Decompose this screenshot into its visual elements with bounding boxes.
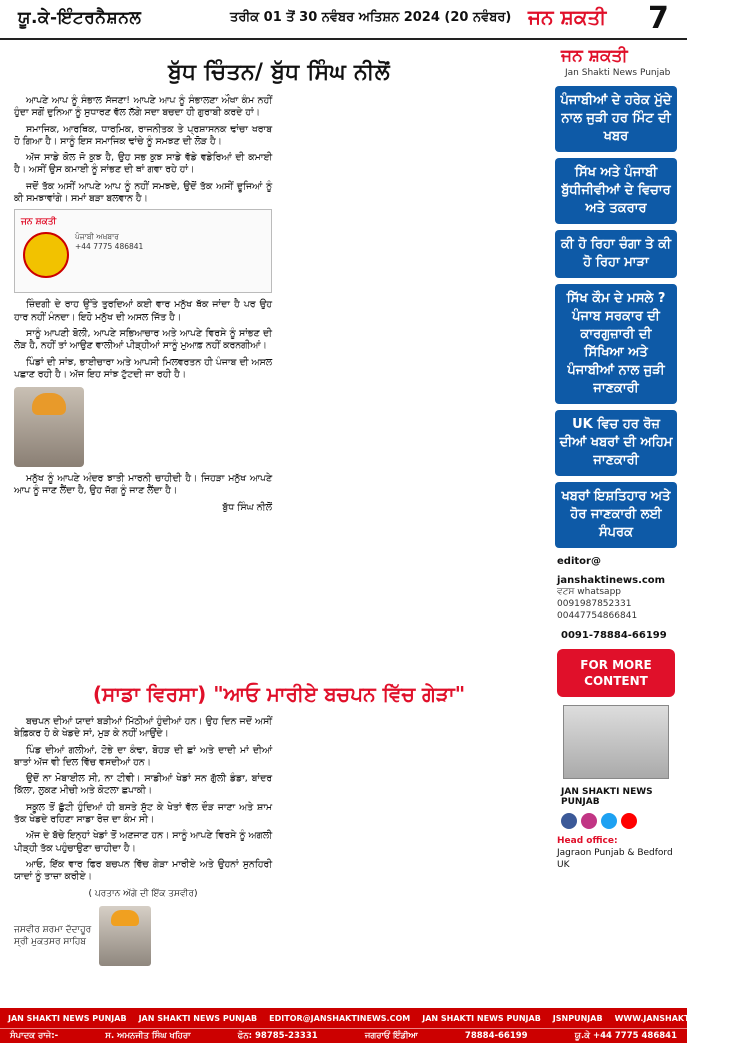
- page-footer: [0, 1008, 743, 1043]
- social-strip: [0, 1008, 743, 1029]
- whatsapp-label: ਵਟਸ whatsapp: [557, 587, 621, 597]
- page-header: [0, 0, 687, 40]
- paragraph: ਪਿੰਡਾਂ ਦੀ ਸਾਂਝ, ਭਾਈਚਾਰਾ ਅਤੇ ਆਪਸੀ ਮਿਲਵਰਤਨ ਹੀ ਪੰਜਾਬ ਦੀ ਅਸਲ ਪਛਾਣ ਰਹੀ ਹੈ। ਅੱਜ ਇਹ ਸਾਂਝ ਟੁੱਟਦੀ ਜਾ ਰਹੀ ਹੈ।: [14, 356, 272, 380]
- issue-date: ਤਰੀਕ 01 ਤੋਂ 30 ਨਵੰਬਰ ਅਤਿਸ਼ਨ 2024 (20 ਨਵੰਬਰ): [230, 10, 512, 25]
- paragraph: ਅੱਜ ਸਾਡੇ ਕੋਲ ਜੋ ਕੁਝ ਹੈ, ਉਹ ਸਭ ਕੁਝ ਸਾਡੇ ਵੱਡੇ ਵਡੇਰਿਆਂ ਦੀ ਕਮਾਈ ਹੈ। ਅਸੀਂ ਉਸ ਕਮਾਈ ਨੂੰ ਸਾਂਭਣ ਦੀ ਥਾਂ ਗਵਾ ਰਹੇ ਹਾਂ।: [14, 152, 272, 176]
- sidebar-block: ਖਬਰਾਂ ਇਸ਼ਤਿਹਾਰ ਅਤੇ ਹੋਰ ਜਾਣਕਾਰੀ ਲਈ ਸੰਪਰਕ: [555, 482, 677, 548]
- publisher-name: ਸ. ਅਮਨਜੀਤ ਸਿੰਘ ਖਹਿਰਾ: [105, 1031, 191, 1041]
- paragraph: ਆਪਣੇ ਆਪ ਨੂੰ ਸੰਭਾਲ ਸੱਜਣਾ! ਆਪਣੇ ਆਪ ਨੂੰ ਸੰਭਾਲਣਾ ਔਖਾ ਕੰਮ ਨਹੀਂ ਹੁੰਦਾ ਸਗੋਂ ਦੁਨਿਆ ਨੂੰ ਸੁਧਾਰਣ ਵੱਲ ਲੱਗੇ ਸਦਾ ਬਚਦਾ ਹੀ ਗੁਰਾਬੀ ਕਰਦੇ ਹਾਂ।: [14, 95, 272, 119]
- article-sada-virsa: [14, 676, 544, 1006]
- youtube-link[interactable]: JAN SHAKTI NEWS PUNJAB: [422, 1013, 541, 1023]
- paragraph: ਸਕੂਲ ਤੋਂ ਛੁੱਟੀ ਹੁੰਦਿਆਂ ਹੀ ਬਸਤੇ ਸੁੱਟ ਕੇ ਖੇਤਾਂ ਵੱਲ ਦੌੜ ਜਾਣਾ ਅਤੇ ਸ਼ਾਮ ਤੱਕ ਖੇਡਦੇ ਰਹਿਣਾ ਸਾਡਾ ਰੋਜ਼ ਦਾ ਕੰਮ ਸੀ।: [14, 801, 272, 826]
- head-office: Head office: Jagraon Punjab & Bedford UK: [557, 836, 673, 870]
- sidebar-block: ਪੰਜਾਬੀਆਂ ਦੇ ਹਰੇਕ ਮੁੱਦੇ ਨਾਲ ਜੁੜੀ ਹਰ ਮਿੰਟ ਦੀ ਖਬਰ: [555, 86, 677, 152]
- website-link[interactable]: WWW.JANSHAKTINEWS.COM: [614, 1013, 743, 1023]
- sidebar-block: UK ਵਿਚ ਹਰ ਰੋਜ਼ ਦੀਆਂ ਖਬਰਾਂ ਦੀ ਅਹਿਮ ਜਾਣਕਾਰੀ: [555, 410, 677, 476]
- phone-india: ਫੋਨ: 98785-23331: [237, 1031, 318, 1041]
- website-thumbnail[interactable]: [563, 705, 669, 779]
- phone-india-2: 78884-66199: [464, 1031, 528, 1041]
- ad-logo-icon: [23, 232, 69, 278]
- phone-uk: ਯੂ.ਕੇ +44 7775 486841: [574, 1031, 677, 1041]
- newspaper-logo: ਜਨ ਸ਼ਕਤੀ: [528, 5, 607, 29]
- twitter-icon[interactable]: [601, 813, 617, 829]
- phone-number[interactable]: 0091-78884-66199: [561, 630, 667, 641]
- article-title: (ਸਾਡਾ ਵਿਰਸਾ) "ਆਓ ਮਾਰੀਏ ਬਚਪਨ ਵਿੱਚ ਗੇੜਾ": [92, 682, 466, 706]
- author-photo: [99, 906, 151, 966]
- paragraph: ਪਿੰਡ ਦੀਆਂ ਗਲੀਆਂ, ਟੋਭੇ ਦਾ ਕੰਢਾ, ਬੋਹੜ ਦੀ ਛਾਂ ਅਤੇ ਦਾਦੀ ਮਾਂ ਦੀਆਂ ਬਾਤਾਂ ਅੱਜ ਵੀ ਦਿਲ ਵਿੱਚ ਵਸਦੀਆਂ ਹਨ।: [14, 744, 272, 768]
- paragraph: ਉਦੋਂ ਨਾ ਮੋਬਾਈਲ ਸੀ, ਨਾ ਟੀਵੀ। ਸਾਡੀਆਂ ਖੇਡਾਂ ਸਨ ਗੁੱਲੀ ਡੰਡਾ, ਬਾਂਦਰ ਕਿੱਲਾ, ਲੁਕਣ ਮੀਚੀ ਅਤੇ ਕੋਟਲਾ ਛਪਾਕੀ।: [14, 773, 272, 797]
- whatsapp-number[interactable]: 0091987852331: [557, 599, 632, 609]
- author-signature: ਬੁੱਧ ਸਿੰਘ ਨੀਲੋਂ: [222, 501, 272, 513]
- paragraph: ਮਨੁੱਖ ਨੂੰ ਆਪਣੇ ਅੰਦਰ ਝਾਤੀ ਮਾਰਨੀ ਚਾਹੀਦੀ ਹੈ। ਜਿਹੜਾ ਮਨੁੱਖ ਆਪਣੇ ਆਪ ਨੂੰ ਜਾਣ ਲੈਂਦਾ ਹੈ, ਉਹ ਜੱਗ ਨੂੰ ਜਾਣ ਲੈਂਦਾ ਹੈ।: [14, 473, 272, 497]
- author-location: ਸ੍ਰੀ ਮੁਕਤਸਰ ਸਾਹਿਬ: [14, 936, 87, 947]
- instagram-icon[interactable]: [581, 813, 597, 829]
- paragraph: ਸਮਾਜਿਕ, ਆਰਥਿਕ, ਧਾਰਮਿਕ, ਰਾਜਨੀਤਕ ਤੇ ਪ੍ਰਸ਼ਾਸਨਕ ਢਾਂਚਾ ਖਰਾਬ ਹੋ ਗਿਆ ਹੈ। ਸਾਨੂੰ ਇਸ ਸਮਾਜਿਕ ਢਾਂਚੇ ਨੂੰ ਸਮਝਣ ਦੀ ਲੋੜ ਹੈ।: [14, 123, 272, 147]
- email-link[interactable]: janshaktinews.com: [557, 575, 666, 586]
- paragraph: ਆਓ, ਇੱਕ ਵਾਰ ਫਿਰ ਬਚਪਨ ਵਿੱਚ ਗੇੜਾ ਮਾਰੀਏ ਅਤੇ ਉਹਨਾਂ ਸੁਨਹਿਰੀ ਯਾਦਾਂ ਨੂੰ ਤਾਜ਼ਾ ਕਰੀਏ।: [14, 858, 272, 883]
- advertisement-box[interactable]: [14, 209, 272, 293]
- ad-line: ਪੰਜਾਬੀ ਅਖ਼ਬਾਰ: [75, 232, 119, 242]
- email-label: editor@: [557, 556, 601, 567]
- article-title: ਬੁੱਧ ਚਿੰਤਨ/ ਬੁੱਧ ਸਿੰਘ ਨੀਲੋਂ: [168, 60, 390, 85]
- author-photo: [14, 387, 84, 467]
- contact-strip: [0, 1029, 687, 1043]
- sidebar-block: ਕੀ ਹੋ ਰਿਹਾ ਚੰਗਾ ਤੇ ਕੀ ਹੋ ਰਿਹਾ ਮਾੜਾ: [555, 230, 677, 278]
- article-budh-chintan: [14, 44, 544, 668]
- author-signature: [14, 906, 272, 966]
- twitter-link[interactable]: JSNPUNJAB: [552, 1013, 603, 1023]
- sidebar-subtitle: Jan Shakti News Punjab: [565, 68, 671, 78]
- author-photo-block: [14, 387, 272, 467]
- paragraph: ਜ਼ਿੰਦਗੀ ਦੇ ਰਾਹ ਉੱਤੇ ਤੁਰਦਿਆਂ ਕਈ ਵਾਰ ਮਨੁੱਖ ਥੱਕ ਜਾਂਦਾ ਹੈ ਪਰ ਉਹ ਹਾਰ ਨਹੀਂ ਮੰਨਦਾ। ਇਹੋ ਮਨੁੱਖ ਦੀ ਅਸਲ ਜਿੱਤ ਹੈ।: [14, 299, 272, 323]
- paragraph: ਬਚਪਨ ਦੀਆਂ ਯਾਦਾਂ ਬੜੀਆਂ ਮਿੱਠੀਆਂ ਹੁੰਦੀਆਂ ਹਨ। ਉਹ ਦਿਨ ਜਦੋਂ ਅਸੀਂ ਬੇਫ਼ਿਕਰ ਹੋ ਕੇ ਖੇਡਦੇ ਸਾਂ, ਮੁੜ ਕੇ ਨਹੀਂ ਆਉਂਦੇ।: [14, 716, 272, 740]
- paragraph: ਅੱਜ ਦੇ ਬੱਚੇ ਇਨ੍ਹਾਂ ਖੇਡਾਂ ਤੋਂ ਅਣਜਾਣ ਹਨ। ਸਾਨੂੰ ਆਪਣੇ ਵਿਰਸੇ ਨੂੰ ਅਗਲੀ ਪੀੜ੍ਹੀ ਤੱਕ ਪਹੁੰਚਾਉਣਾ ਚਾਹੀਦਾ ਹੈ।: [14, 830, 272, 854]
- facebook-icon[interactable]: [561, 813, 577, 829]
- ad-title: ਜਨ ਸ਼ਕਤੀ: [21, 217, 57, 228]
- article-body: [14, 716, 544, 1002]
- follow-label: JAN SHAKTI NEWS PUNJAB: [561, 787, 653, 807]
- ad-phone: +44 7775 486841: [75, 242, 144, 252]
- social-icons: [561, 813, 671, 829]
- sidebar: [553, 44, 679, 1004]
- facebook-link[interactable]: JAN SHAKTI NEWS PUNJAB: [8, 1013, 127, 1023]
- more-content-button[interactable]: FOR MORE CONTENT: [557, 649, 675, 697]
- paragraph: ਸਾਨੂੰ ਆਪਣੀ ਬੋਲੀ, ਆਪਣੇ ਸਭਿਆਚਾਰ ਅਤੇ ਆਪਣੇ ਵਿਰਸੇ ਨੂੰ ਸਾਂਭਣ ਦੀ ਲੋੜ ਹੈ, ਨਹੀਂ ਤਾਂ ਆਉਣ ਵਾਲੀਆਂ ਪੀੜ੍ਹੀਆਂ ਸਾਨੂੰ ਮੁਆਫ਼ ਨਹੀਂ ਕਰਨਗੀਆਂ।: [14, 327, 272, 352]
- editor-label: ਸੰਪਾਦਕ ਰਾਜੇ:-: [10, 1031, 59, 1041]
- article-body: [14, 95, 544, 655]
- sidebar-block: ਸਿੱਖ ਕੌਮ ਦੇ ਮਸਲੇ ? ਪੰਜਾਬ ਸਰਕਾਰ ਦੀ ਕਾਰਗੁਜ਼ਾਰੀ ਦੀ ਸਿੱਖਿਆ ਅਤੇ ਪੰਜਾਬੀਆਂ ਨਾਲ ਜੁੜੀ ਜਾਣਕਾਰੀ: [555, 284, 677, 404]
- sidebar-block: ਸਿੱਖ ਅਤੇ ਪੰਜਾਬੀ ਬੁੱਧੀਜੀਵੀਆਂ ਦੇ ਵਿਚਾਰ ਅਤੇ ਤਕਰਾਰ: [555, 158, 677, 224]
- section-title: ਯੂ.ਕੇ-ਇੰਟਰਨੈਸ਼ਨਲ: [18, 8, 142, 28]
- author-name: ਜਸਵੀਰ ਸ਼ਰਮਾ ਦੱਦਾਹੂਰ: [14, 924, 92, 935]
- paragraph: ਜਦੋਂ ਤੱਕ ਅਸੀਂ ਆਪਣੇ ਆਪ ਨੂੰ ਨਹੀਂ ਸਮਝਦੇ, ਉਦੋਂ ਤੱਕ ਅਸੀਂ ਦੂਜਿਆਂ ਨੂੰ ਕੀ ਸਮਝਾਵਾਂਗੇ। ਸਮਾਂ ਬੜਾ ਬਲਵਾਨ ਹੈ।: [14, 180, 272, 205]
- email-link[interactable]: EDITOR@JANSHAKTINEWS.COM: [269, 1013, 411, 1023]
- whatsapp-number[interactable]: 00447754866841: [557, 611, 638, 621]
- location: ਜਗਰਾਓਂ ਇੰਡੀਆ: [364, 1031, 418, 1041]
- youtube-icon[interactable]: [621, 813, 637, 829]
- sidebar-logo: ਜਨ ਸ਼ਕਤੀ: [561, 46, 628, 66]
- instagram-link[interactable]: JAN SHAKTI NEWS PUNJAB: [138, 1013, 258, 1023]
- page-number: 7: [648, 1, 669, 36]
- closing-note: ( ਪਰਤਾਨ ਅੱਗੇ ਦੀ ਇੱਕ ਤਸਵੀਰ): [88, 888, 198, 899]
